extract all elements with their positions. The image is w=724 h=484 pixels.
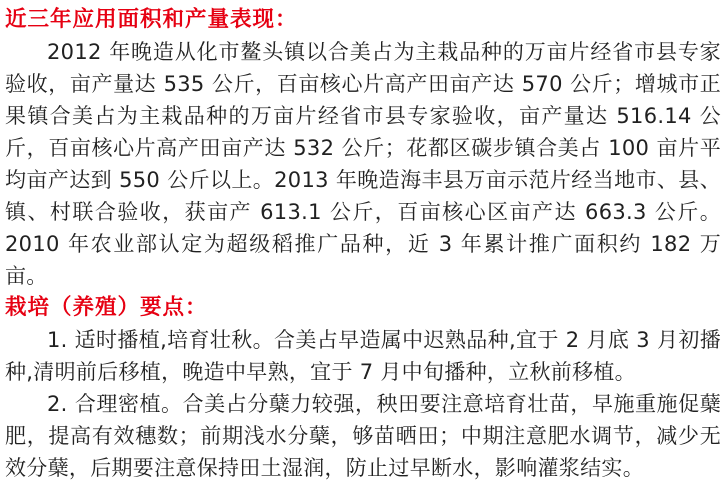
paragraph-performance-record: 2012 年晚造从化市鳌头镇以合美占为主栽品种的万亩片经省市县专家验收，亩产量达 535 公斤，百亩核心片高产田亩产达 570 公斤；增城市正果镇合美占为主栽品种的万亩片经省市县专家验收，亩产量达 516.14 公斤，百亩核心片高产田亩产达 532 公斤；花都区碳步镇合美占 100 亩片平均亩产达到 550 公斤以上。2013 年晚造海丰县万亩示范片经当地市、县、镇、村联合验收，获亩产 613.1 公斤，百亩核心区亩产达 663.3 公斤。2010 年农业部认定为超级稻推广品种，近 3 年累计推广面积约 182 万亩。 [5, 40, 721, 288]
paragraph-sowing-timing: 1. 适时播植,培育壮秋。合美占早造属中迟熟品种,宜于 2 月底 3 月初播种,清明前后移植，晚造中早熟，宜于 7 月中旬播种，立秋前移植。 [5, 328, 721, 384]
section-heading-performance: 近三年应用面积和产量表现： [5, 7, 298, 32]
paragraph-planting-density: 2. 合理密植。合美占分蘖力较强，秧田要注意培育壮苗，早施重施促蘖肥，提高有效穗数；前期浅水分蘖，够苗晒田；中期注意肥水调节，减少无效分蘖，后期要注意保持田土湿润，防止过早断水，影响灌浆结实。 [5, 392, 721, 480]
section-heading-cultivation: 栽培（养殖）要点： [5, 295, 208, 320]
